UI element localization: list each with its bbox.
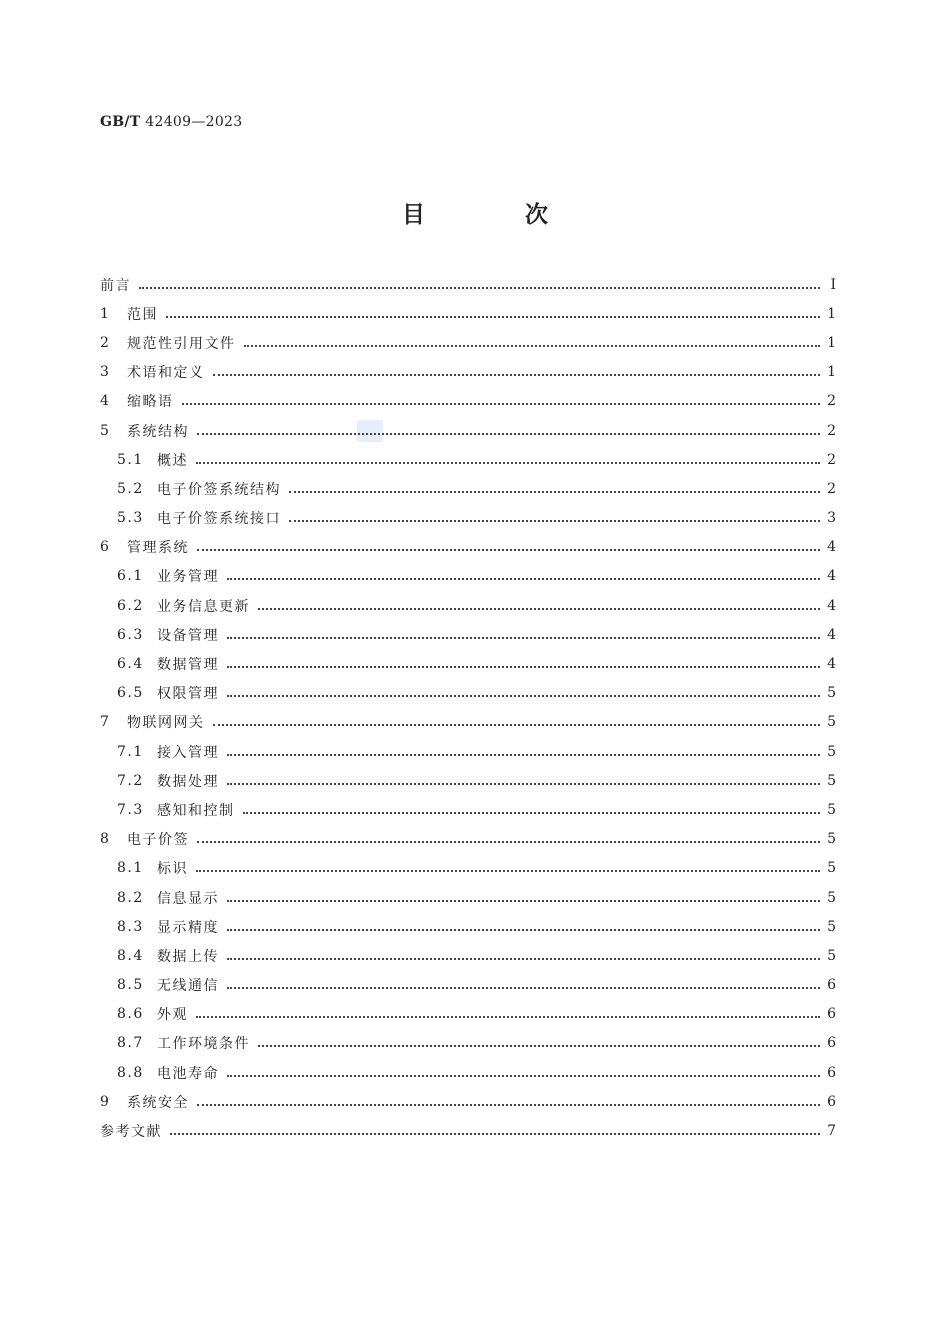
toc-entry-page: 5 <box>827 714 836 731</box>
toc-leader-dots <box>258 1045 820 1047</box>
toc-leader-dots <box>227 987 820 989</box>
toc-entry-number: 4 <box>100 393 111 410</box>
toc-entry[interactable] <box>100 270 836 299</box>
toc-entry[interactable] <box>100 1058 836 1087</box>
toc-entry-number: 7.1 <box>117 743 144 760</box>
toc-entry-page: 1 <box>827 305 836 322</box>
toc-entry-label: 电子价签系统结构 <box>157 481 281 498</box>
toc-leader-dots <box>289 520 820 522</box>
toc-entry-page: 3 <box>827 510 836 527</box>
toc-entry-number: 7.2 <box>117 772 144 789</box>
toc-leader-dots <box>227 578 820 580</box>
toc-entry-label: 数据管理 <box>157 657 219 674</box>
toc-leader-dots <box>213 374 821 376</box>
toc-entry-page: 6 <box>827 977 836 994</box>
toc-entry-page: Ⅰ <box>830 276 836 293</box>
toc-leader-dots <box>197 549 820 551</box>
toc-entry[interactable] <box>100 328 836 357</box>
toc-entry-page: 5 <box>827 685 836 702</box>
toc-entry-page: 6 <box>827 1006 836 1023</box>
toc-entry[interactable] <box>100 766 836 795</box>
toc-entry[interactable] <box>100 708 836 737</box>
toc-leader-dots <box>182 403 821 405</box>
toc-entry-label: 数据上传 <box>157 948 219 965</box>
toc-entry-number: 8.2 <box>117 889 144 906</box>
toc-entry-number: 7.3 <box>117 801 144 818</box>
toc-entry-label: 工作环境条件 <box>157 1036 250 1053</box>
toc-entry-page: 1 <box>827 334 836 351</box>
toc-entry-number: 5.2 <box>117 480 144 497</box>
toc-entry[interactable] <box>100 474 836 503</box>
toc-entry[interactable] <box>100 737 836 766</box>
toc-entry-number: 6 <box>100 539 111 556</box>
toc-entry-label: 显示精度 <box>157 919 219 936</box>
toc-entry-label: 物联网网关 <box>127 715 205 732</box>
toc-leader-dots <box>227 1075 820 1077</box>
toc-entry-number: 8.4 <box>117 947 144 964</box>
toc-entry[interactable] <box>100 620 836 649</box>
toc-entry[interactable] <box>100 971 836 1000</box>
toc-leader-dots <box>197 433 820 435</box>
toc-entry-label: 前言 <box>100 277 131 294</box>
toc-entry-number: 5.1 <box>117 451 144 468</box>
toc-entry-number: 8.3 <box>117 918 144 935</box>
toc-leader-dots <box>170 1133 820 1135</box>
toc-entry-page: 7 <box>827 1123 836 1140</box>
toc-leader-dots <box>227 783 820 785</box>
toc-entry-number: 8.1 <box>117 860 144 877</box>
toc-entry-page: 2 <box>827 393 836 410</box>
toc-entry-label: 管理系统 <box>127 540 189 557</box>
toc-entry-number: 9 <box>100 1093 111 1110</box>
toc-entry-label: 概述 <box>157 452 188 469</box>
document-code <box>100 114 242 130</box>
toc-entry[interactable] <box>100 941 836 970</box>
toc-entry[interactable] <box>100 912 836 941</box>
toc-leader-dots <box>213 724 821 726</box>
toc-leader-dots <box>227 666 820 668</box>
toc-entry[interactable] <box>100 1116 836 1145</box>
toc-entry[interactable] <box>100 591 836 620</box>
toc-entry-number: 5.3 <box>117 510 144 527</box>
toc-entry-label: 系统结构 <box>127 423 189 440</box>
toc-entry-label: 业务信息更新 <box>157 598 250 615</box>
toc-entry-page: 5 <box>827 889 836 906</box>
toc-entry[interactable] <box>100 854 836 883</box>
toc-entry[interactable] <box>100 1029 836 1058</box>
toc-entry[interactable] <box>100 795 836 824</box>
toc-entry-number: 1 <box>100 305 111 322</box>
toc-entry[interactable] <box>100 445 836 474</box>
toc-entry-page: 5 <box>827 743 836 760</box>
toc-entry-number: 8.8 <box>117 1064 144 1081</box>
toc-leader-dots <box>227 695 820 697</box>
toc-entry-number: 8 <box>100 831 111 848</box>
toc-entry[interactable] <box>100 299 836 328</box>
toc-leader-dots <box>244 345 821 347</box>
toc-leader-dots <box>227 900 820 902</box>
toc-entry-page: 2 <box>827 451 836 468</box>
toc-entry-number: 3 <box>100 364 111 381</box>
toc-entry-label: 感知和控制 <box>157 802 235 819</box>
toc-entry-page: 5 <box>827 831 836 848</box>
toc-entry-page: 6 <box>827 1035 836 1052</box>
toc-entry-page: 5 <box>827 801 836 818</box>
toc-entry-number: 2 <box>100 334 111 351</box>
toc-entry[interactable] <box>100 562 836 591</box>
toc-entry[interactable] <box>100 533 836 562</box>
toc-entry-page: 4 <box>827 597 836 614</box>
toc-entry-label: 电池寿命 <box>157 1065 219 1082</box>
toc-entry[interactable] <box>100 416 836 445</box>
toc-entry-page: 4 <box>827 539 836 556</box>
toc-leader-dots <box>139 287 820 289</box>
toc-entry-number: 8.6 <box>117 1006 144 1023</box>
toc-entry-page: 5 <box>827 860 836 877</box>
toc-entry-label: 外观 <box>157 1007 188 1024</box>
toc-entry-number: 6.5 <box>117 685 144 702</box>
toc-entry-page: 5 <box>827 772 836 789</box>
toc-entry-page: 4 <box>827 626 836 643</box>
toc-leader-dots <box>196 1016 820 1018</box>
toc-entry-page: 4 <box>827 656 836 673</box>
toc-entry[interactable] <box>100 649 836 678</box>
toc-entry-page: 2 <box>827 422 836 439</box>
toc-entry-label: 业务管理 <box>157 569 219 586</box>
toc-entry-page: 6 <box>827 1064 836 1081</box>
toc-entry-label: 系统安全 <box>127 1094 189 1111</box>
toc-entry[interactable] <box>100 387 836 416</box>
toc-entry-page: 5 <box>827 947 836 964</box>
toc-entry-page: 1 <box>827 364 836 381</box>
code-prefix: GB/T <box>100 114 141 130</box>
toc-entry-number: 6.2 <box>117 597 144 614</box>
toc-entry-number: 6.3 <box>117 626 144 643</box>
toc-entry-label: 规范性引用文件 <box>127 335 236 352</box>
table-of-contents <box>100 270 836 1146</box>
toc-entry-page: 6 <box>827 1093 836 1110</box>
toc-entry-label: 范围 <box>127 306 158 323</box>
toc-leader-dots <box>196 462 820 464</box>
toc-leader-dots <box>227 958 820 960</box>
toc-entry-number: 8.5 <box>117 977 144 994</box>
toc-leader-dots <box>243 812 821 814</box>
toc-entry-label: 参考文献 <box>100 1124 162 1141</box>
toc-entry-label: 信息显示 <box>157 890 219 907</box>
toc-leader-dots <box>258 608 820 610</box>
toc-entry-label: 电子价签系统接口 <box>157 511 281 528</box>
toc-entry[interactable] <box>100 883 836 912</box>
toc-entry-page: 4 <box>827 568 836 585</box>
toc-entry-label: 标识 <box>157 861 188 878</box>
toc-entry-number: 6.4 <box>117 656 144 673</box>
toc-entry-page: 2 <box>827 480 836 497</box>
code-number: 42409—2023 <box>145 114 243 130</box>
toc-entry-label: 接入管理 <box>157 744 219 761</box>
toc-leader-dots <box>227 754 820 756</box>
toc-entry-label: 缩略语 <box>127 394 174 411</box>
toc-entry-label: 数据处理 <box>157 773 219 790</box>
toc-entry[interactable] <box>100 679 836 708</box>
toc-entry[interactable] <box>100 358 836 387</box>
toc-leader-dots <box>227 637 820 639</box>
toc-leader-dots <box>227 929 820 931</box>
toc-entry-page: 5 <box>827 918 836 935</box>
toc-leader-dots <box>196 870 820 872</box>
toc-entry-number: 7 <box>100 714 111 731</box>
toc-leader-dots <box>197 841 820 843</box>
toc-entry-number: 8.7 <box>117 1035 144 1052</box>
toc-entry-number: 5 <box>100 422 111 439</box>
toc-entry-label: 无线通信 <box>157 978 219 995</box>
toc-leader-dots <box>166 316 820 318</box>
toc-entry-label: 电子价签 <box>127 832 189 849</box>
toc-entry[interactable] <box>100 504 836 533</box>
toc-entry[interactable] <box>100 1087 836 1116</box>
toc-leader-dots <box>197 1104 820 1106</box>
toc-leader-dots <box>289 491 820 493</box>
toc-entry[interactable] <box>100 825 836 854</box>
page-title: 目 次 <box>401 201 594 228</box>
toc-entry-label: 设备管理 <box>157 627 219 644</box>
toc-entry[interactable] <box>100 1000 836 1029</box>
toc-entry-label: 术语和定义 <box>127 365 205 382</box>
toc-entry-label: 权限管理 <box>157 686 219 703</box>
toc-entry-number: 6.1 <box>117 568 144 585</box>
